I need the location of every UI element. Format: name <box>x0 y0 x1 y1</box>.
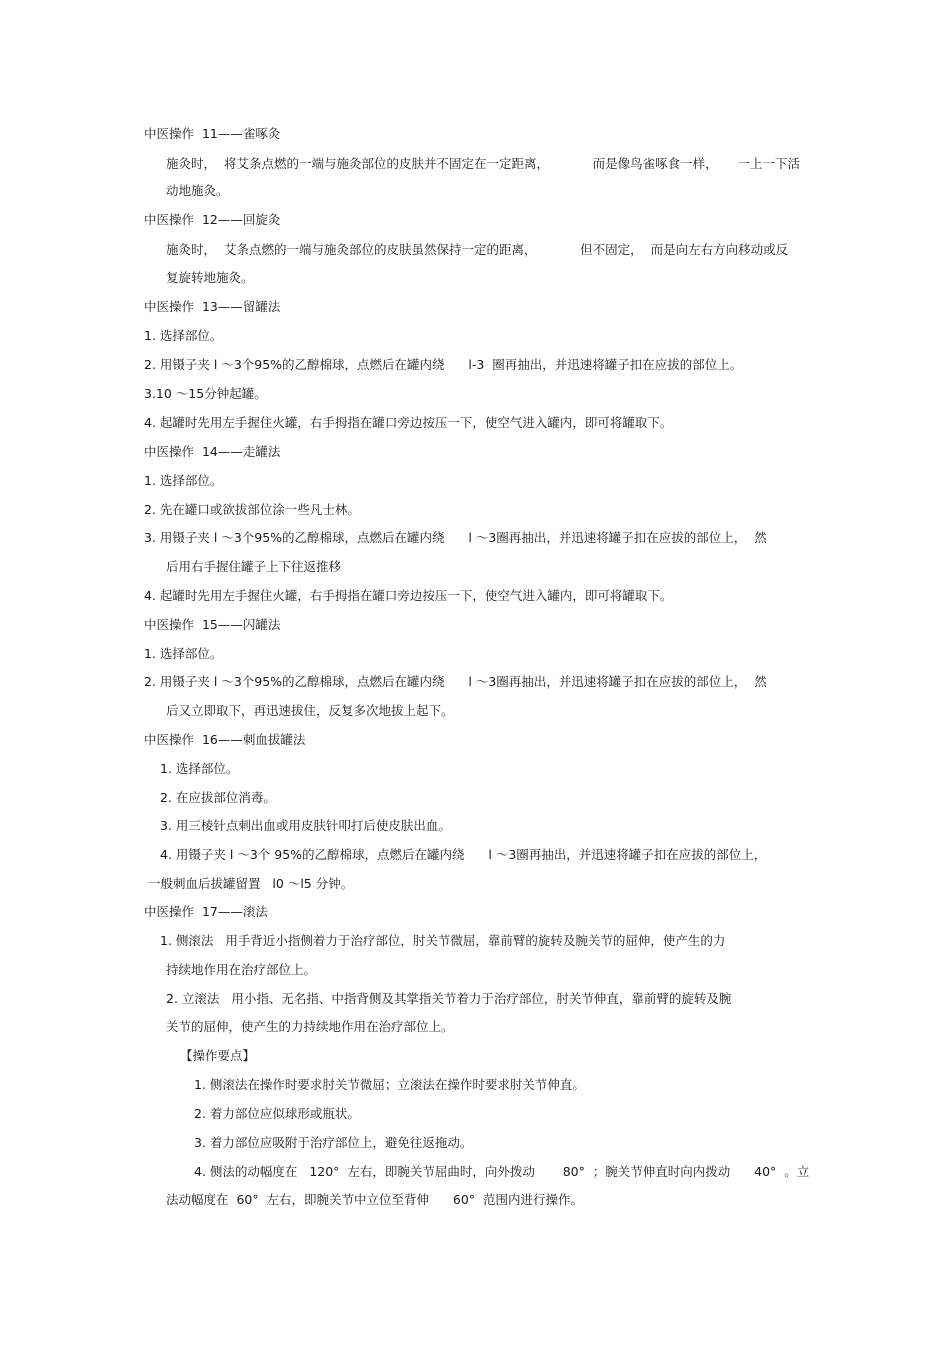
paragraph-line: 复旋转地施灸。 <box>166 270 254 285</box>
list-item-continuation: 法动幅度在 60° 左右，即腕关节中立位至背伸 60° 范围内进行操作。 <box>166 1192 583 1207</box>
list-item: 4. 起罐时先用左手握住火罐，右手拇指在罐口旁边按压一下，使空气进入罐内，即可将罐取下。 <box>144 415 673 430</box>
list-item: 2. 立滚法 用小指、无名指、中指背侧及其掌指关节着力于治疗部位，肘关节伸直，靠前臂的旋转及腕 <box>166 991 732 1006</box>
list-item: 3. 用镊子夹 l ～3个95%的乙醇棉球，点燃后在罐内绕 l ～3圈再抽出，并迅速将罐子扣在应拔的部位上， 然 <box>144 530 767 545</box>
list-item: 1. 选择部位。 <box>144 328 223 343</box>
list-item-continuation: 持续地作用在治疗部位上。 <box>166 962 317 977</box>
paragraph-line: 施灸时， 艾条点燃的一端与施灸部位的皮肤虽然保持一定的距离， 但不固定， 而是向左右方向移动或反 <box>166 242 789 257</box>
list-item-continuation: 后用右手握住罐子上下往返推移 <box>166 559 342 574</box>
paragraph-line: 动地施灸。 <box>166 183 229 198</box>
section-heading-17: 中医操作 17——滚法 <box>144 904 268 919</box>
list-item: 4. 用镊子夹 l ～3个 95%的乙醇棉球，点燃后在罐内绕 l ～3圈再抽出，并迅速将罐子扣在应拔的部位上， <box>160 847 767 862</box>
list-item: 2. 用镊子夹 l ～3个95%的乙醇棉球，点燃后在罐内绕 l-3 圈再抽出，并迅速将罐子扣在应拔的部位上。 <box>144 357 743 372</box>
list-item: 3. 用三棱针点刺出血或用皮肤针叩打后使皮肤出血。 <box>160 818 451 833</box>
list-item: 2. 着力部位应似球形或瓶状。 <box>194 1106 360 1121</box>
section-heading-13: 中医操作 13——留罐法 <box>144 299 281 314</box>
section-heading-16: 中医操作 16——刺血拔罐法 <box>144 732 306 747</box>
list-item-continuation: 关节的屈伸，使产生的力持续地作用在治疗部位上。 <box>166 1019 454 1034</box>
paragraph-line: 施灸时， 将艾条点燃的一端与施灸部位的皮肤并不固定在一定距离， 而是像鸟雀啄食一样， 一上一下活 <box>166 156 801 171</box>
list-item-continuation: 一般刺血后拔罐留置 l0 ～l5 分钟。 <box>148 876 354 891</box>
list-item-continuation: 后又立即取下，再迅速拔住，反复多次地拔上起下。 <box>166 703 454 718</box>
list-item: 2. 在应拔部位消毒。 <box>160 790 276 805</box>
section-heading-12: 中医操作 12——回旋灸 <box>144 212 281 227</box>
list-item: 1. 选择部位。 <box>144 646 223 661</box>
list-item: 3. 着力部位应吸附于治疗部位上，避免往返拖动。 <box>194 1135 473 1150</box>
list-item: 4. 起罐时先用左手握住火罐，右手拇指在罐口旁边按压一下，使空气进入罐内，即可将罐取下。 <box>144 588 673 603</box>
list-item: 1. 选择部位。 <box>144 473 223 488</box>
section-heading-11: 中医操作 11——雀啄灸 <box>144 126 281 141</box>
list-item: 1. 侧滚法 用手背近小指侧着力于治疗部位，肘关节微屈，靠前臂的旋转及腕关节的屈伸，使产生的力 <box>160 933 726 948</box>
section-heading-14: 中医操作 14——走罐法 <box>144 444 281 459</box>
list-item: 4. 侧法的动幅度在 120° 左右，即腕关节屈曲时，向外拨动 80° ；腕关节伸直时向内拨动 40° 。立 <box>194 1164 810 1179</box>
list-item: 2. 先在罐口或欲拔部位涂一些凡士林。 <box>144 502 360 517</box>
subsection-heading: 【操作要点】 <box>180 1048 256 1063</box>
list-item: 2. 用镊子夹 l ～3个95%的乙醇棉球，点燃后在罐内绕 l ～3圈再抽出，并迅速将罐子扣在应拔的部位上， 然 <box>144 674 767 689</box>
list-item: 1. 侧滚法在操作时要求肘关节微屈；立滚法在操作时要求肘关节伸直。 <box>194 1077 585 1092</box>
list-item: 3.10 ～15分钟起罐。 <box>144 386 267 401</box>
section-heading-15: 中医操作 15——闪罐法 <box>144 617 281 632</box>
list-item: 1. 选择部位。 <box>160 761 239 776</box>
